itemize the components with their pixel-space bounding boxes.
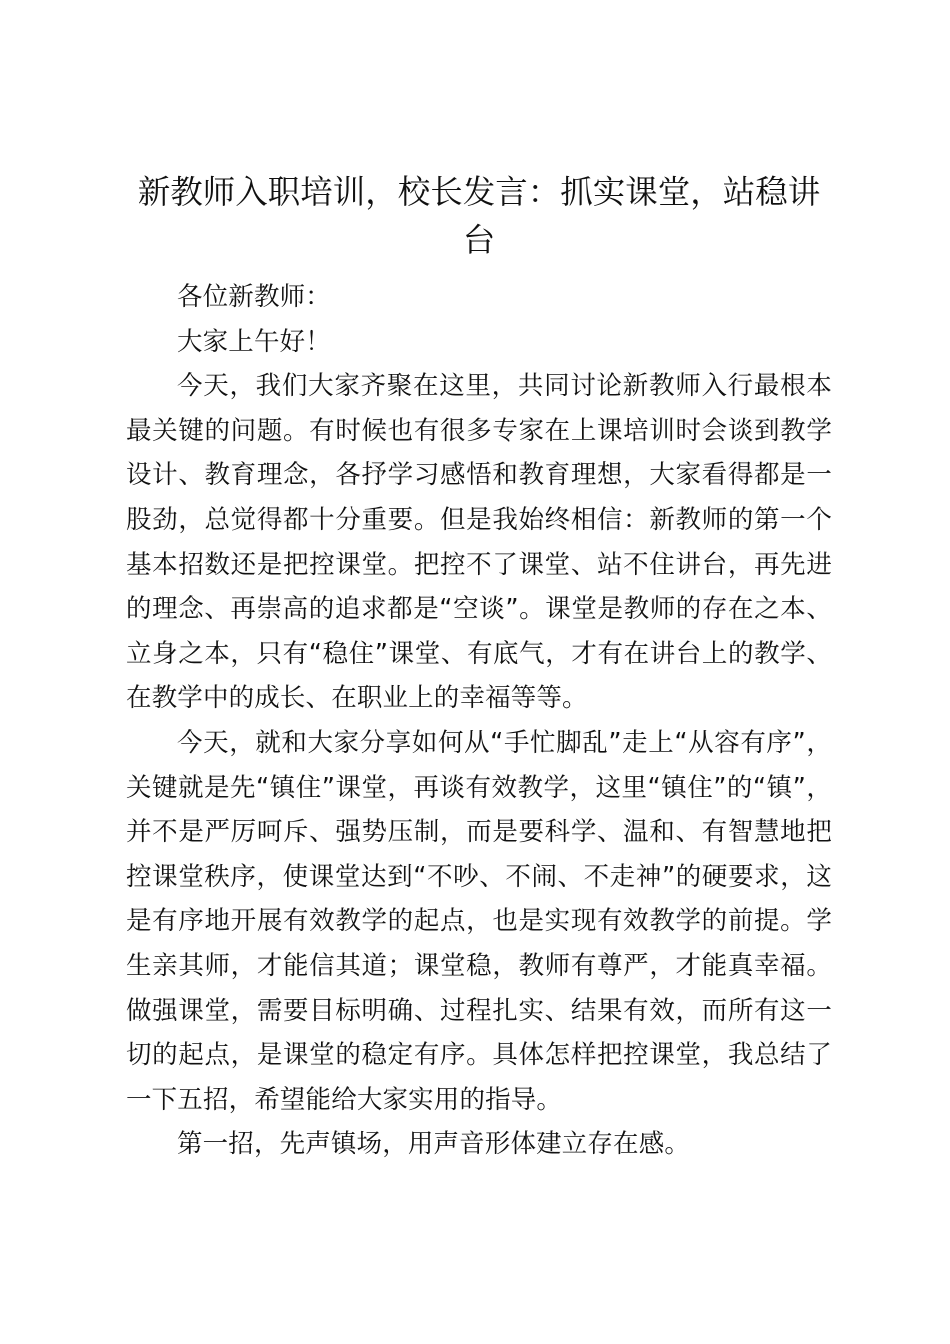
body-paragraph-3: 第一招，先声镇场，用声音形体建立存在感。 [177,1129,691,1160]
document-body [126,168,832,1167]
body-paragraph-2: 今天，就和大家分享如何从“手忙脚乱”走上“从容有序”，关键就是先“镇住”课堂，再谈有效教学，这里“镇住”的“镇”，并不是严厉呵斥、强势压制，而是要科学、温和、有智慧地把控课堂秩序，使课堂达到“不吵、不闹、不走神”的硬要求，这是有序地开展有效教学的起点，也是实现有效教学的前提。学生亲其师，才能信其道；课堂稳，教师有尊严，才能真幸福。做强课堂，需要目标明确、过程扎实、结果有效，而所有这一切的起点，是课堂的稳定有序。具体怎样把控课堂，我总结了一下五招，希望能给大家实用的指导。 [126,727,832,1115]
body-paragraph-1: 今天，我们大家齐聚在这里，共同讨论新教师入行最根本最关键的问题。有时候也有很多专家在上课培训时会谈到教学设计、教育理念，各抒学习感悟和教育理想，大家看得都是一股劲，总觉得都十分重要。但是我始终相信：新教师的第一个基本招数还是把控课堂。把控不了课堂、站不住讲台，再先进的理念、再崇高的追求都是“空谈”。课堂是教师的存在之本、立身之本，只有“稳住”课堂、有底气，才有在讲台上的教学、在教学中的成长、在职业上的幸福等等。 [126,371,832,714]
salutation: 各位新教师： [177,282,331,312]
greeting: 大家上午好！ [177,326,331,357]
document-title: 新教师入职培训，校长发言：抓实课堂，站稳讲台 [137,173,821,259]
